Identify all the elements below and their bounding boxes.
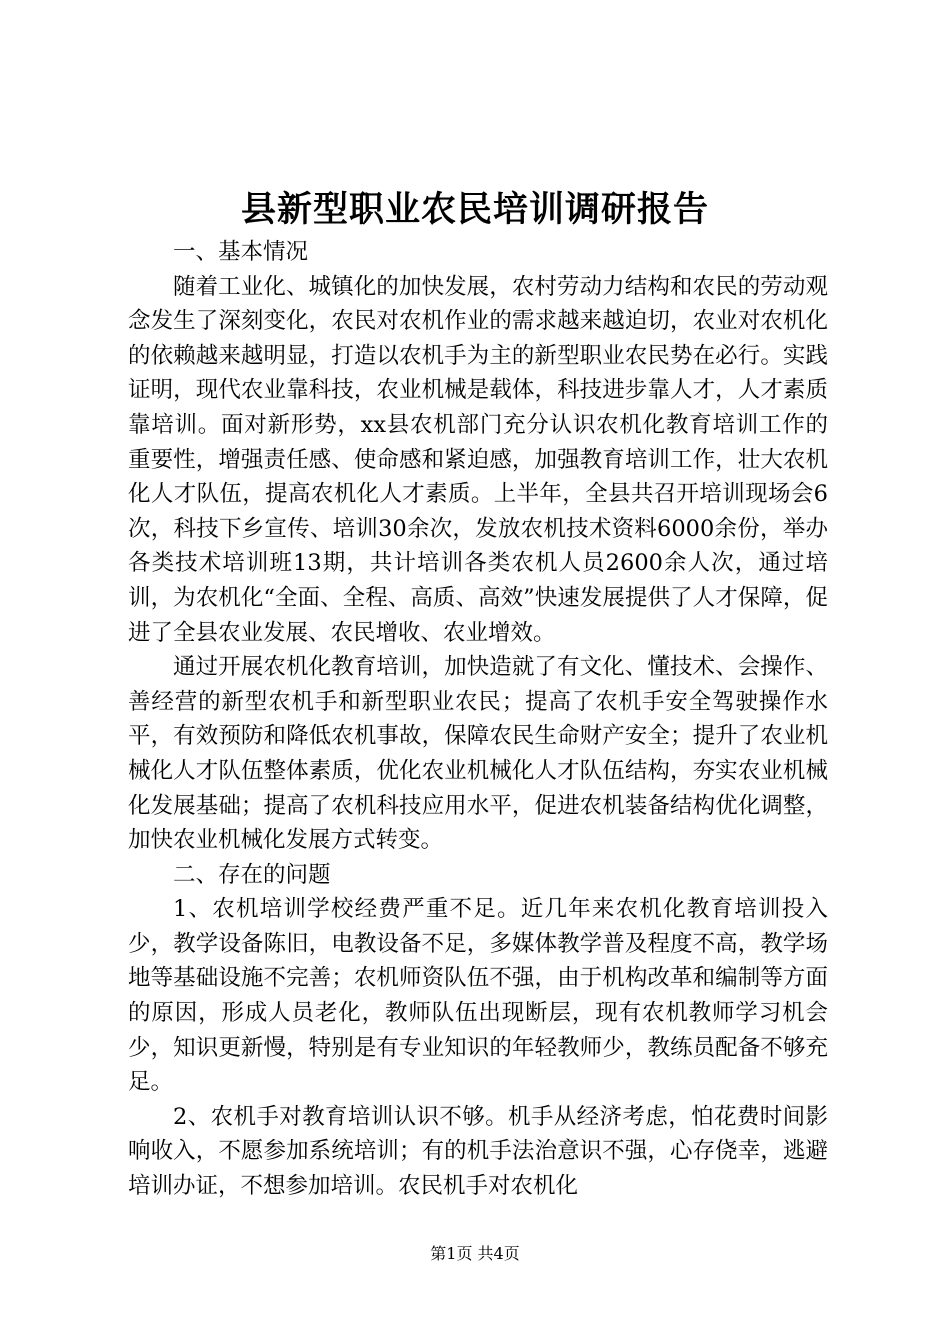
- paragraph-achievements: 通过开展农机化教育培训，加快造就了有文化、懂技术、会操作、善经营的新型农机手和新型职业农民；提高了农机手安全驾驶操作水平，有效预防和降低农机事故，保障农民生命财产安全；提升了农业机械化人才队伍整体素质，优化农业机械化人才队伍结构，夯实农业机械化发展基础；提高了农机科技应用水平，促进农机装备结构优化调整，加快农业机械化发展方式转变。: [128, 654, 828, 854]
- paragraph-problem-1: 1、农机培训学校经费严重不足。近几年来农机化教育培训投入少，教学设备陈旧，电教设备不足，多媒体教学普及程度不高，教学场地等基础设施不完善；农机师资队伍不强，由于机构改革和编制等方面的原因，形成人员老化，教师队伍出现断层，现有农机教师学习机会少，知识更新慢，特别是有专业知识的年轻教师少，教练员配备不够充足。: [128, 896, 828, 1096]
- paragraph-problem-2: 2、农机手对教育培训认识不够。机手从经济考虑，怕花费时间影响收入，不愿参加系统培训；有的机手法治意识不强，心存侥幸，逃避培训办证，不想参加培训。农民机手对农机化: [128, 1103, 828, 1200]
- page-footer: 第1页 共4页: [430, 1244, 520, 1263]
- section-heading-basic: 一、基本情况: [173, 239, 309, 265]
- section-heading-problems: 二、存在的问题: [173, 861, 331, 888]
- document-body: [128, 235, 828, 1204]
- document-title: 县新型职业农民培训调研报告: [240, 189, 709, 230]
- paragraph-background: 随着工业化、城镇化的加快发展，农村劳动力结构和农民的劳动观念发生了深刻变化，农民对农机作业的需求越来越迫切，农业对农机化的依赖越来越明显，打造以农机手为主的新型职业农民势在必行。实践证明，现代农业靠科技，农业机械是载体，科技进步靠人才，人才素质靠培训。面对新形势，xx县农机部门充分认识农机化教育培训工作的重要性，增强责任感、使命感和紧迫感，加强教育培训工作，壮大农机化人才队伍，提高农机化人才素质。上半年，全县共召开培训现场会6次，科技下乡宣传、培训30余次，发放农机技术资料6000余份，举办各类技术培训班13期，共计培训各类农机人员2600余人次，通过培训，为农机化“全面、全程、高质、高效”快速发展提供了人才保障，促进了全县农业发展、农民增收、农业增效。: [128, 273, 828, 646]
